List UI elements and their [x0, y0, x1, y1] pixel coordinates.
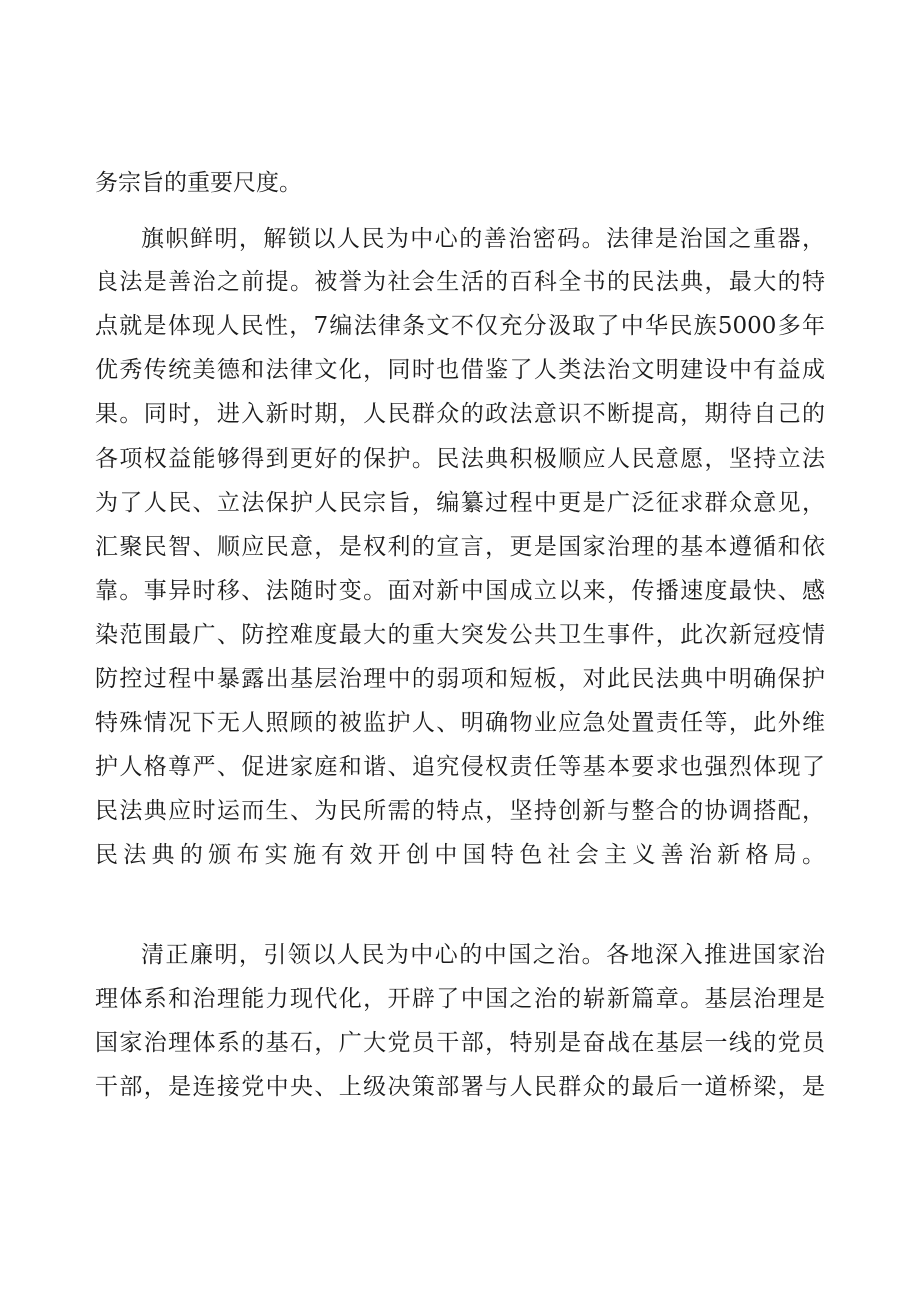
paragraph-3-line-2: 理体系和治理能力现代化，开辟了中国之治的崭新篇章。基层治理是: [95, 986, 825, 1012]
paragraph-2-line-14: 民法典应时运而生、为民所需的特点，坚持创新与整合的协调搭配，: [95, 798, 825, 824]
paragraph-2-line-6: 各项权益能够得到更好的保护。民法典积极顺应人民意愿，坚持立法: [95, 446, 825, 472]
paragraph-2-line-8: 汇聚民智、顺应民意，是权利的宣言，更是国家治理的基本遵循和依: [95, 534, 825, 560]
paragraph-1-line-1: 务宗旨的重要尺度。: [95, 170, 302, 196]
paragraph-2-line-10: 染范围最广、防控难度最大的重大突发公共卫生事件，此次新冠疫情: [95, 622, 825, 648]
paragraph-2-line-2: 良法是善治之前提。被誉为社会生活的百科全书的民法典，最大的特: [95, 269, 825, 295]
paragraph-2-line-1: 旗帜鲜明，解锁以人民为中心的善治密码。法律是治国之重器，: [141, 226, 825, 252]
paragraph-3-line-4: 干部，是连接党中央、上级决策部署与人民群众的最后一道桥梁，是: [95, 1074, 825, 1100]
paragraph-2-line-3: 点就是体现人民性，7编法律条文不仅充分汲取了中华民族5000多年: [95, 313, 825, 339]
paragraph-2-line-4: 优秀传统美德和法律文化，同时也借鉴了人类法治文明建设中有益成: [95, 357, 825, 383]
paragraph-3-line-3: 国家治理体系的基石，广大党员干部，特别是奋战在基层一线的党员: [95, 1030, 825, 1056]
paragraph-2-line-13: 护人格尊严、促进家庭和谐、追究侵权责任等基本要求也强烈体现了: [95, 754, 825, 780]
paragraph-2-line-12: 特殊情况下无人照顾的被监护人、明确物业应急处置责任等，此外维: [95, 710, 825, 736]
paragraph-2-line-11: 防控过程中暴露出基层治理中的弱项和短板，对此民法典中明确保护: [95, 666, 825, 692]
paragraph-2-line-16: [95, 881, 825, 917]
paragraph-2-line-9: 靠。事异时移、法随时变。面对新中国成立以来，传播速度最快、感: [95, 578, 825, 604]
paragraph-2-line-5: 果。同时，进入新时期，人民群众的政法意识不断提高，期待自己的: [95, 401, 825, 427]
paragraph-2-line-7: 为了人民、立法保护人民宗旨，编纂过程中更是广泛征求群众意见，: [95, 490, 825, 516]
paragraph-3-line-1: 清正廉明，引领以人民为中心的中国之治。各地深入推进国家治: [141, 942, 825, 968]
paragraph-2-line-15: 民法典的颁布实施有效开创中国特色社会主义善治新格局。: [95, 842, 825, 868]
